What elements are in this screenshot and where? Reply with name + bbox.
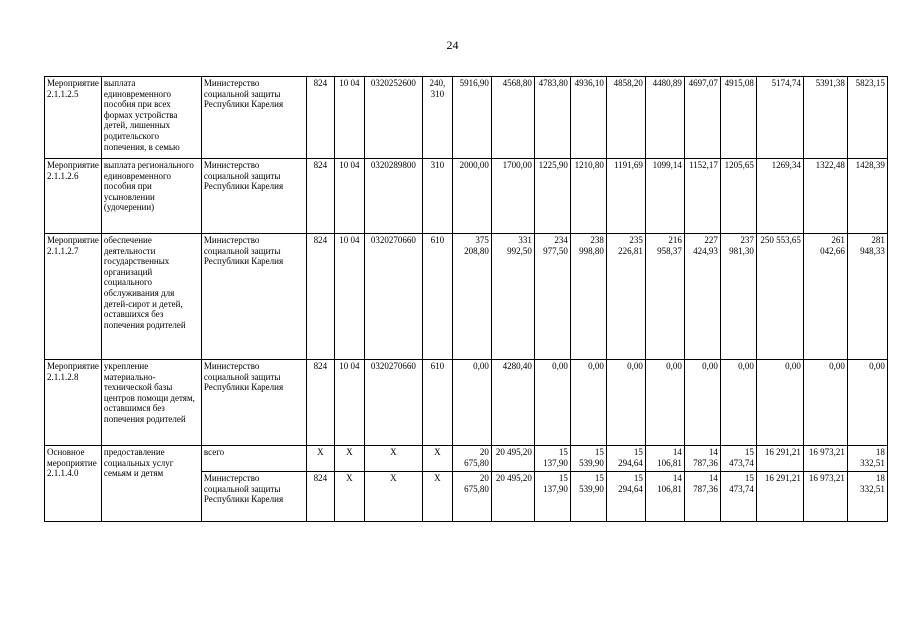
table-row [45,446,888,472]
event-code-cell: Мероприятие 2.1.1.2.6 [45,159,102,234]
rzpr-cell: 10 04 [334,234,364,360]
executor-cell: Министерство социальной защиты Республики Карелия [201,77,306,159]
event-name-cell: выплата регионального единовременного пособия при усыновлении (удочерении) [101,159,201,234]
value-cell: 16 973,21 [803,472,847,522]
event-code-cell: Мероприятие 2.1.1.2.5 [45,77,102,159]
csr-cell: 0320270660 [364,234,422,360]
event-name-cell: предоставление социальных услуг семьям и детям [101,446,201,522]
value-cell: 1225,90 [534,159,570,234]
table-row [45,360,888,446]
value-cell: 15 539,90 [570,446,606,472]
value-cell: 235 226,81 [606,234,645,360]
value-cell: 4936,10 [570,77,606,159]
value-cell: 0,00 [684,360,720,446]
value-cell: 4480,89 [645,77,684,159]
vr-cell: 610 [422,360,452,446]
value-cell: 20 495,20 [491,472,534,522]
event-code-cell: Основное мероприятие 2.1.1.4.0 [45,446,102,522]
value-cell: 20 675,80 [452,472,491,522]
value-cell: 0,00 [847,360,887,446]
event-code-cell: Мероприятие 2.1.1.2.8 [45,360,102,446]
value-cell: 1210,80 [570,159,606,234]
value-cell: 261 042,66 [803,234,847,360]
value-cell: 4697,07 [684,77,720,159]
value-cell: 15 294,64 [606,446,645,472]
value-cell: 250 553,65 [756,234,803,360]
rzpr-cell: 10 04 [334,77,364,159]
value-cell: 0,00 [452,360,491,446]
value-cell: 4783,80 [534,77,570,159]
executor-cell: всего [201,446,306,472]
vr-cell: 310 [422,159,452,234]
value-cell: 238 998,80 [570,234,606,360]
page-number: 24 [446,38,459,52]
value-cell: 281 948,33 [847,234,887,360]
vr-cell: X [422,446,452,472]
value-cell: 20 495,20 [491,446,534,472]
value-cell: 15 539,90 [570,472,606,522]
value-cell: 0,00 [606,360,645,446]
csr-cell: 0320252600 [364,77,422,159]
budget-table [44,76,888,522]
rzpr-cell: 10 04 [334,360,364,446]
value-cell: 15 137,90 [534,446,570,472]
value-cell: 227 424,93 [684,234,720,360]
value-cell: 16 291,21 [756,446,803,472]
value-cell: 0,00 [756,360,803,446]
grbs-cell: 824 [306,77,334,159]
grbs-cell: 824 [306,159,334,234]
value-cell: 375 208,80 [452,234,491,360]
value-cell: 5391,38 [803,77,847,159]
value-cell: 1152,17 [684,159,720,234]
vr-cell: 610 [422,234,452,360]
csr-cell: X [364,446,422,472]
executor-cell: Министерство социальной защиты Республики Карелия [201,234,306,360]
value-cell: 4280,40 [491,360,534,446]
grbs-cell: 824 [306,234,334,360]
vr-cell: 240, 310 [422,77,452,159]
value-cell: 331 992,50 [491,234,534,360]
value-cell: 15 473,74 [720,446,756,472]
value-cell: 16 291,21 [756,472,803,522]
value-cell: 5916,90 [452,77,491,159]
event-name-cell: выплата единовременного пособия при всех формах устройства детей, лишенных родительского попечения, в семью [101,77,201,159]
value-cell: 14 787,36 [684,472,720,522]
csr-cell: 0320289800 [364,159,422,234]
value-cell: 15 294,64 [606,472,645,522]
value-cell: 5823,15 [847,77,887,159]
executor-cell: Министерство социальной защиты Республики Карелия [201,472,306,522]
value-cell: 0,00 [570,360,606,446]
value-cell: 1099,14 [645,159,684,234]
rzpr-cell: X [334,446,364,472]
value-cell: 14 106,81 [645,446,684,472]
table-row [45,234,888,360]
value-cell: 18 332,51 [847,446,887,472]
value-cell: 237 981,30 [720,234,756,360]
value-cell: 0,00 [645,360,684,446]
value-cell: 2000,00 [452,159,491,234]
grbs-cell: X [306,446,334,472]
value-cell: 1205,65 [720,159,756,234]
csr-cell: X [364,472,422,522]
event-name-cell: обеспечение деятельности государственных организаций социального обслуживания для детей-сирот и детей, оставшихся без попечения родителей [101,234,201,360]
value-cell: 5174,74 [756,77,803,159]
value-cell: 216 958,37 [645,234,684,360]
rzpr-cell: X [334,472,364,522]
value-cell: 18 332,51 [847,472,887,522]
value-cell: 15 137,90 [534,472,570,522]
rzpr-cell: 10 04 [334,159,364,234]
grbs-cell: 824 [306,360,334,446]
value-cell: 1269,34 [756,159,803,234]
vr-cell: X [422,472,452,522]
value-cell: 4858,20 [606,77,645,159]
value-cell: 14 106,81 [645,472,684,522]
value-cell: 1700,00 [491,159,534,234]
value-cell: 0,00 [803,360,847,446]
event-name-cell: укрепление материально-технической базы центров помощи детям, оставшимся без попечения родителей [101,360,201,446]
value-cell: 234 977,50 [534,234,570,360]
csr-cell: 0320270660 [364,360,422,446]
executor-cell: Министерство социальной защиты Республики Карелия [201,159,306,234]
grbs-cell: 824 [306,472,334,522]
value-cell: 4568,80 [491,77,534,159]
value-cell: 1428,39 [847,159,887,234]
value-cell: 0,00 [720,360,756,446]
value-cell: 20 675,80 [452,446,491,472]
value-cell: 14 787,36 [684,446,720,472]
event-code-cell: Мероприятие 2.1.1.2.7 [45,234,102,360]
value-cell: 16 973,21 [803,446,847,472]
value-cell: 0,00 [534,360,570,446]
table-row [45,77,888,159]
executor-cell: Министерство социальной защиты Республики Карелия [201,360,306,446]
value-cell: 15 473,74 [720,472,756,522]
table-row [45,159,888,234]
value-cell: 1322,48 [803,159,847,234]
value-cell: 4915,08 [720,77,756,159]
value-cell: 1191,69 [606,159,645,234]
